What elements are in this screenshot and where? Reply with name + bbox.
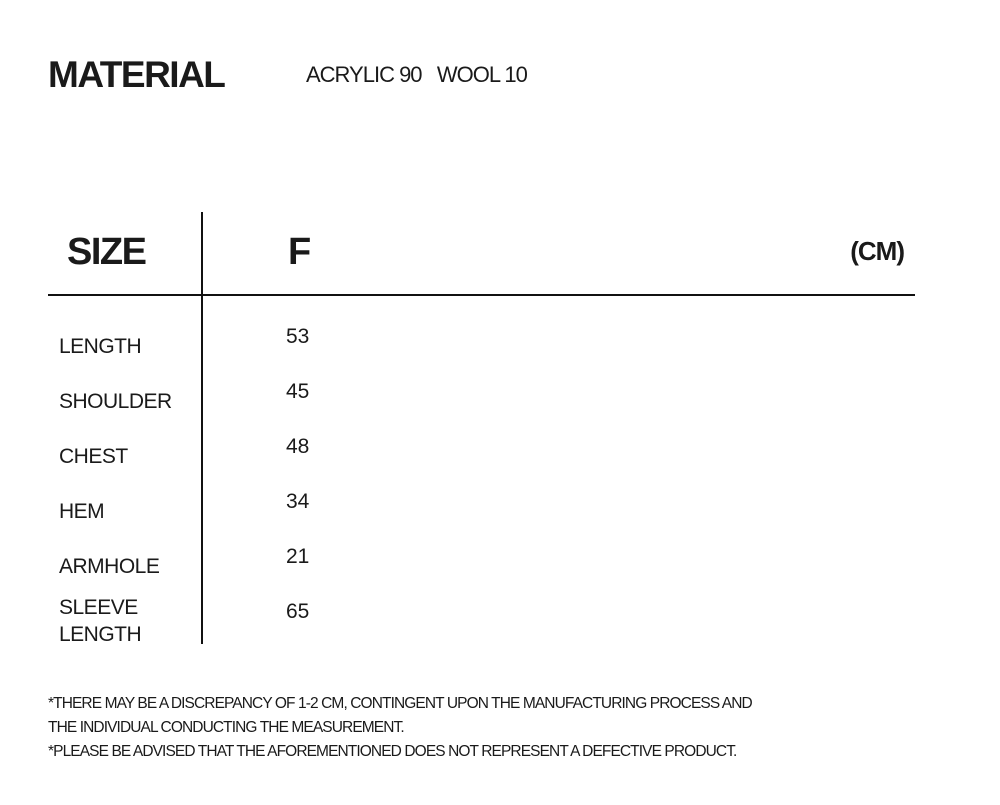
material-heading: MATERIAL xyxy=(48,54,225,95)
table-horizontal-divider xyxy=(48,294,915,296)
note-discrepancy: *THERE MAY BE A DISCREPANCY OF 1-2 CM, CONTINGENT UPON THE MANUFACTURING PROCESS AND xyxy=(48,695,752,712)
row-value-chest: 48 xyxy=(286,435,310,458)
note-not-defective: *PLEASE BE ADVISED THAT THE AFOREMENTIONED DOES NOT REPRESENT A DEFECTIVE PRODUCT. xyxy=(48,743,737,760)
unit-label: (CM) xyxy=(850,236,904,266)
size-column-header: F xyxy=(288,231,312,273)
measurement-notes xyxy=(48,692,948,764)
row-value-length: 53 xyxy=(286,325,310,348)
row-label-length: LENGTH xyxy=(59,335,142,358)
table-vertical-divider xyxy=(201,212,203,644)
row-label-hem: HEM xyxy=(59,500,105,523)
row-label-shoulder: SHOULDER xyxy=(59,390,172,413)
row-value-sleeve-length: 65 xyxy=(286,600,310,623)
row-label-sleeve-length: SLEEVE LENGTH xyxy=(59,596,142,646)
row-value-armhole: 21 xyxy=(286,545,310,568)
row-value-shoulder: 45 xyxy=(286,380,310,403)
row-label-armhole: ARMHOLE xyxy=(59,555,160,578)
material-composition: ACRYLIC 90 WOOL 10 xyxy=(306,62,527,87)
note-discrepancy-continued: THE INDIVIDUAL CONDUCTING THE MEASUREMENT. xyxy=(48,719,404,736)
row-value-hem: 34 xyxy=(286,490,310,513)
row-label-chest: CHEST xyxy=(59,445,128,468)
size-header: SIZE xyxy=(67,231,146,273)
